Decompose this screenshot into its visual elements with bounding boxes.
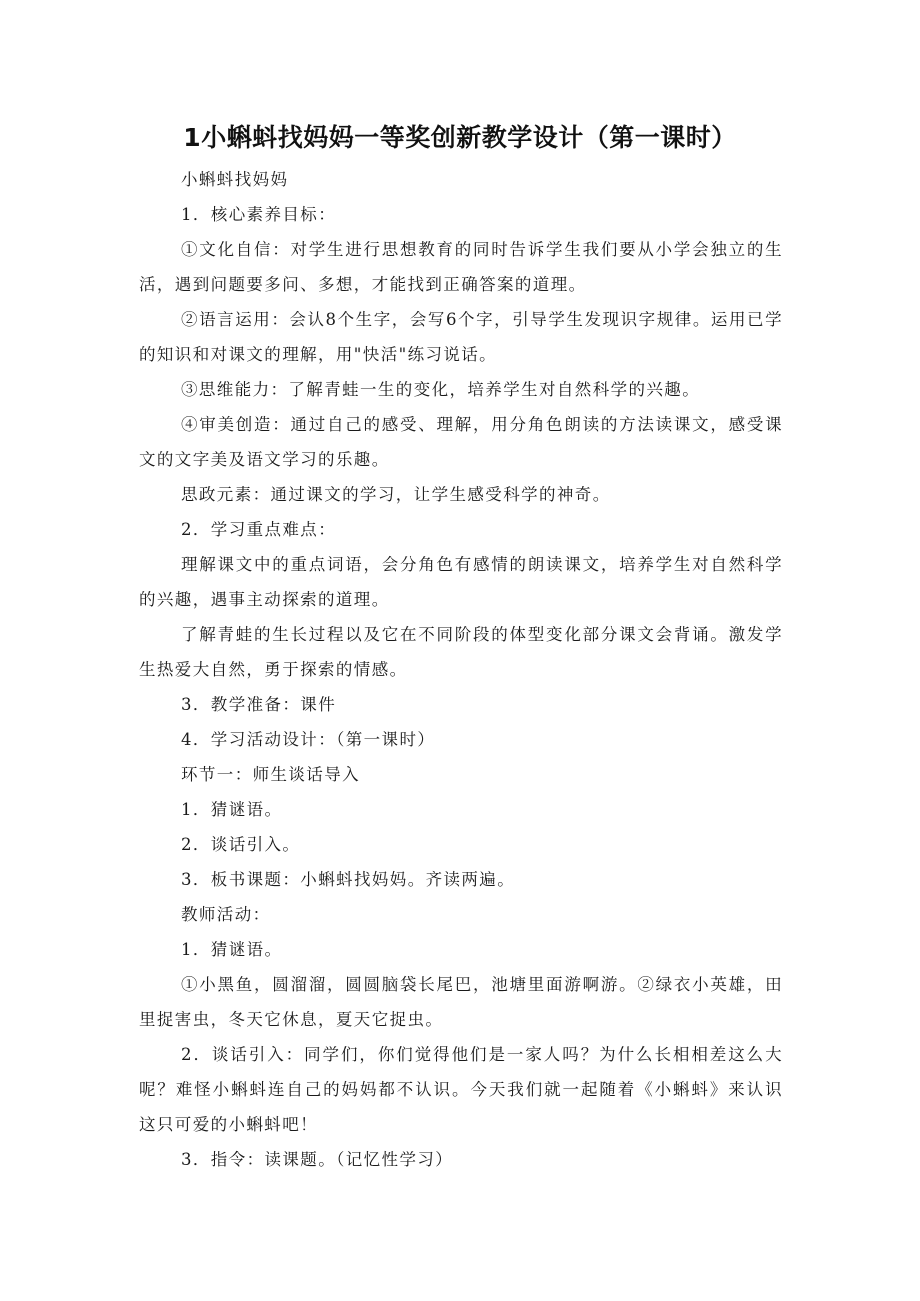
paragraph: 了解青蛙的生长过程以及它在不同阶段的体型变化部分课文会背诵。激发学生热爱大自然，勇于探索的情感。	[139, 625, 783, 679]
paragraph: ①小黑鱼，圆溜溜，圆圆脑袋长尾巴，池塘里面游啊游。②绿衣小英雄，田里捉害虫，冬天它休息，夏天它捉虫。	[139, 975, 783, 1029]
paragraph: 环节一：师生谈话导入	[181, 765, 360, 784]
paragraph: 3．教学准备：课件	[181, 695, 337, 714]
paragraph: 4．学习活动设计：（第一课时）	[181, 730, 436, 749]
paragraph: 小蝌蚪找妈妈	[181, 170, 289, 189]
paragraph: 2．谈话引入。	[181, 835, 301, 854]
paragraph: ④审美创造：通过自己的感受、理解，用分角色朗读的方法读课文，感受课文的文字美及语文学习的乐趣。	[139, 415, 783, 469]
document-title: 1小蝌蚪找妈妈一等奖创新教学设计（第一课时）	[183, 123, 737, 152]
paragraph: 1．猜谜语。	[181, 800, 283, 819]
paragraph: 理解课文中的重点词语，会分角色有感情的朗读课文，培养学生对自然科学的兴趣，遇事主动探索的道理。	[139, 555, 783, 609]
document-body	[139, 162, 783, 1177]
paragraph: 思政元素：通过课文的学习，让学生感受科学的神奇。	[181, 485, 611, 504]
paragraph: ①文化自信：对学生进行思想教育的同时告诉学生我们要从小学会独立的生活，遇到问题要多问、多想，才能找到正确答案的道理。	[139, 240, 783, 294]
paragraph: 1．猜谜语。	[181, 940, 283, 959]
paragraph: ③思维能力：了解青蛙一生的变化，培养学生对自然科学的兴趣。	[181, 380, 701, 399]
paragraph: 教师活动：	[181, 905, 271, 924]
paragraph: 3．板书课题：小蝌蚪找妈妈。齐读两遍。	[181, 870, 516, 889]
paragraph: 2．学习重点难点：	[181, 520, 337, 539]
paragraph: 3．指令：读课题。（记忆性学习）	[181, 1150, 454, 1169]
paragraph: 1．核心素养目标：	[181, 205, 337, 224]
paragraph: ②语言运用：会认8个生字，会写6个字，引导学生发现识字规律。运用已学的知识和对课文的理解，用"快活"练习说话。	[139, 310, 783, 364]
paragraph: 2．谈话引入：同学们，你们觉得他们是一家人吗？为什么长相相差这么大呢？难怪小蝌蚪连自己的妈妈都不认识。今天我们就一起随着《小蝌蚪》来认识这只可爱的小蝌蚪吧！	[139, 1045, 783, 1134]
